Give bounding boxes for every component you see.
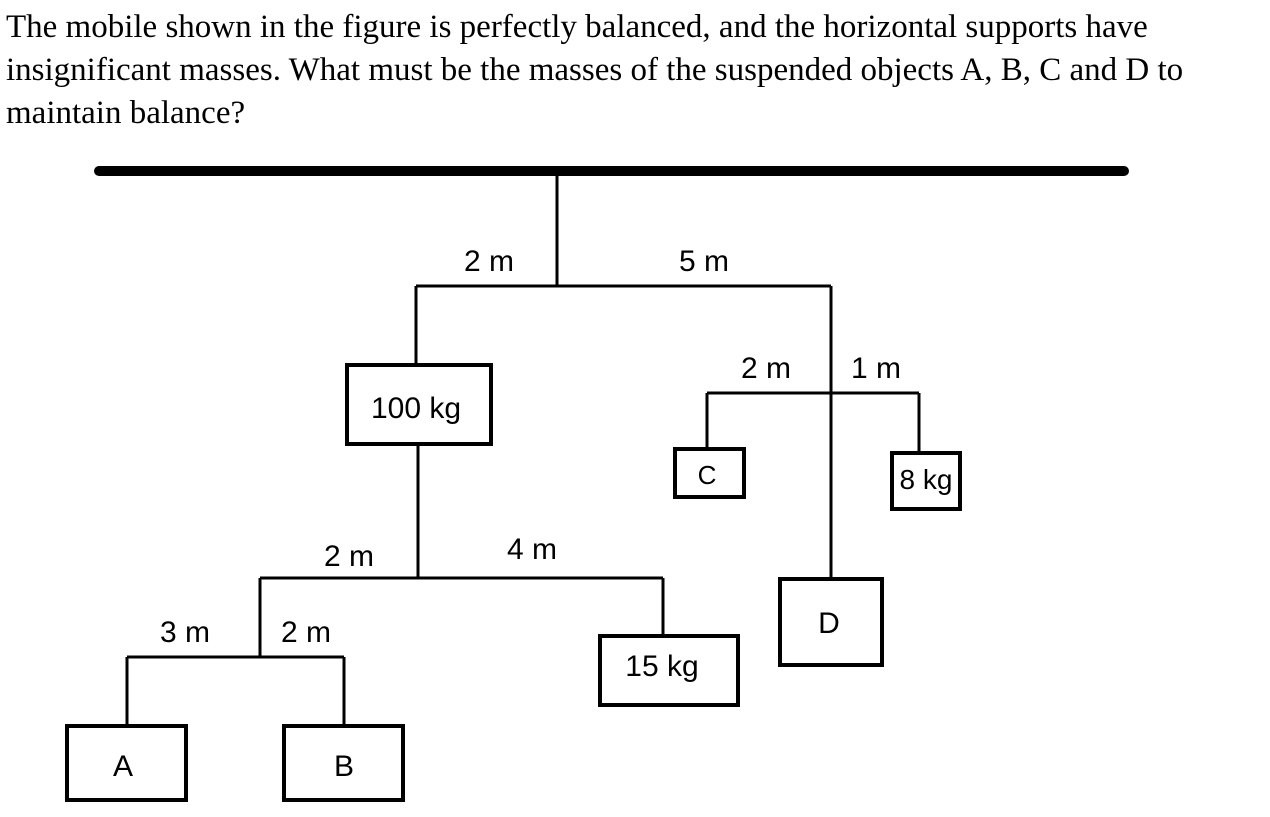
mass-100-kg-label: 100 kg: [370, 392, 462, 425]
bottom-left-length-label: 3 m: [159, 616, 211, 649]
middle-left-length-label: 2 m: [323, 540, 375, 573]
mass-15-kg-label: 15 kg: [625, 650, 699, 683]
right-arm-left-length-label: 2 m: [740, 352, 792, 385]
middle-right-length-label: 4 m: [506, 533, 558, 566]
question-text: The mobile shown in the figure is perfectly balanced, and the horizontal supports have insignificant masses. What must be the masses of the suspended objects A, B, C and D to maintain balance?: [6, 9, 1184, 131]
mass-a-label: A: [112, 750, 134, 783]
bottom-right-length-label: 2 m: [280, 616, 332, 649]
mass-c-label: C: [697, 460, 717, 490]
top-left-length-label: 2 m: [463, 245, 515, 278]
mass-d-label: D: [818, 607, 840, 640]
top-right-length-label: 5 m: [678, 245, 730, 278]
mass-8-kg-label: 8 kg: [899, 464, 953, 495]
mass-b-label: B: [333, 750, 355, 783]
right-arm-right-length-label: 1 m: [850, 352, 902, 385]
